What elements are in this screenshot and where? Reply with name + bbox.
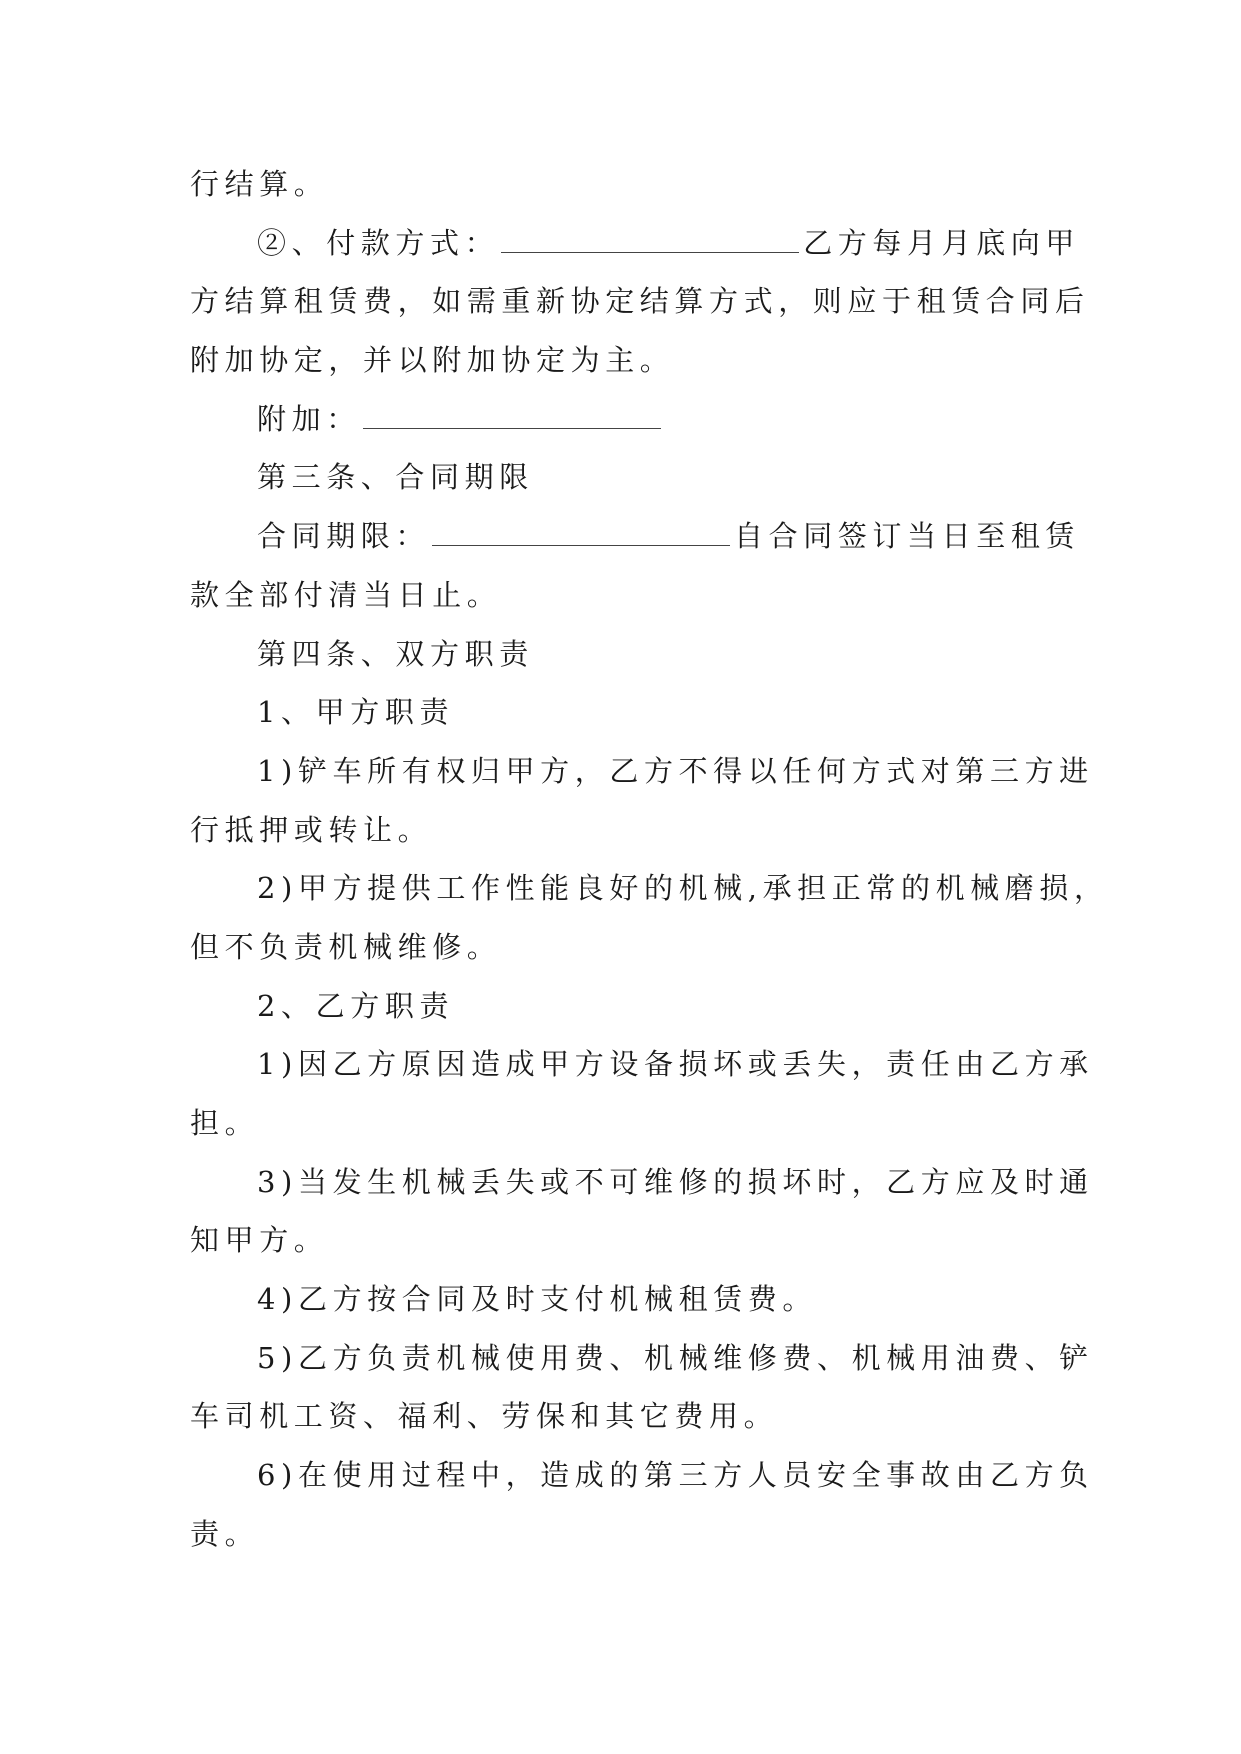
subsection-heading: 1、甲方职责 — [257, 695, 455, 730]
paragraph-line: 知甲方。 — [190, 1223, 329, 1258]
contract-term-line — [190, 507, 1081, 566]
paragraph-line: 2)甲方提供工作性能良好的机械,承担正常的机械磨损， — [257, 871, 1109, 906]
paragraph-line: 1)因乙方原因造成甲方设备损坏或丢失，责任由乙方承 — [257, 1047, 1094, 1082]
paragraph-line: 6)在使用过程中，造成的第三方人员安全事故由乙方负 — [257, 1458, 1094, 1493]
paragraph-line: 方结算租赁费，如需重新协定结算方式，则应于租赁合同后 — [190, 284, 1090, 319]
contract-term-label: 合同期限： — [257, 519, 431, 554]
payment-method-blank — [501, 230, 799, 253]
payment-method-line — [190, 214, 1081, 273]
addendum-label: 附加： — [257, 401, 361, 436]
paragraph-line: 但不负责机械维修。 — [190, 929, 502, 964]
payment-method-text: 乙方每月月底向甲 — [803, 225, 1081, 260]
payment-method-label: ②、付款方式： — [257, 225, 500, 260]
paragraph-line: 款全部付清当日止。 — [190, 577, 502, 612]
addendum-blank — [363, 406, 661, 429]
subsection-heading: 2、乙方职责 — [257, 988, 455, 1023]
paragraph-line: 1)铲车所有权归甲方，乙方不得以任何方式对第三方进 — [257, 753, 1094, 788]
paragraph-line: 3)当发生机械丢失或不可维修的损坏时，乙方应及时通 — [257, 1164, 1094, 1199]
contract-term-blank — [432, 523, 730, 546]
section-heading: 第四条、双方职责 — [257, 636, 534, 671]
paragraph-line: 4)乙方按合同及时支付机械租赁费。 — [257, 1282, 817, 1317]
paragraph-line: 担。 — [190, 1106, 260, 1140]
addendum-line — [190, 390, 1055, 449]
section-heading: 第三条、合同期限 — [257, 460, 534, 495]
paragraph-line: 5)乙方负责机械使用费、机械维修费、机械用油费、铲 — [257, 1340, 1094, 1375]
paragraph-line: 行抵押或转让。 — [190, 812, 433, 847]
contract-term-text: 自合同签订当日至租赁 — [734, 519, 1081, 554]
paragraph-line: 车司机工资、福利、劳保和其它费用。 — [190, 1399, 779, 1434]
paragraph-line: 责。 — [190, 1516, 260, 1551]
paragraph-line: 附加协定，并以附加协定为主。 — [190, 343, 675, 378]
document-body — [190, 155, 1109, 1564]
paragraph-line: 行结算。 — [190, 167, 329, 201]
